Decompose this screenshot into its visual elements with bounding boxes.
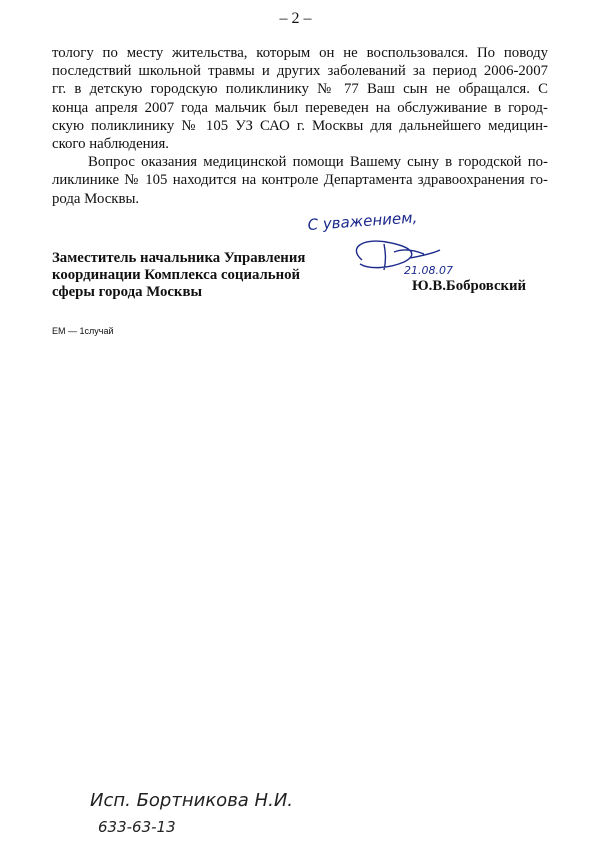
signer-position [52,250,372,301]
position-line: Заместитель начальника Управления [52,250,306,266]
page-number: – 2 – [279,10,312,27]
letter-body [52,44,548,208]
body-line: рода Москвы. [52,190,140,207]
position-line: сферы города Москвы [52,284,202,300]
paragraph-2 [52,153,548,208]
body-line: ликлинике № 105 находится на контроле Департамента здравоохранения го- [52,172,548,189]
body-line: ского наблюдения. [52,136,169,153]
signer-name: Ю.В.Бобровский [412,278,527,294]
body-line: Вопрос оказания медицинской помощи Вашему сыну в городской по- [88,154,548,171]
footnote: ЕМ — 1случай [52,326,114,336]
body-line: гг. в детскую городскую поликлинику № 77 Ваш сын не обращался. С [52,81,548,98]
body-line: последствий школьной травмы и других заболеваний за период 2006-2007 [52,63,548,80]
body-line: тологу по месту жительства, которым он не воспользовался. По поводу [52,45,548,61]
body-line: скую поликлинику № 105 УЗ САО г. Москвы для дальнейшего медицин- [52,117,548,134]
handwritten-phone: 633-63-13 [98,818,176,836]
handwritten-executor: Исп. Бортникова Н.И. [90,790,294,811]
paragraph-1 [52,44,548,153]
body-line: конца апреля 2007 года мальчик был переведен на обслуживание в город- [52,99,548,116]
handwritten-date: 21.08.07 [404,264,453,277]
handwritten-note [90,782,294,842]
handwritten-greeting: С уважением, [307,208,418,234]
position-line: координации Комплекса социальной [52,267,301,283]
